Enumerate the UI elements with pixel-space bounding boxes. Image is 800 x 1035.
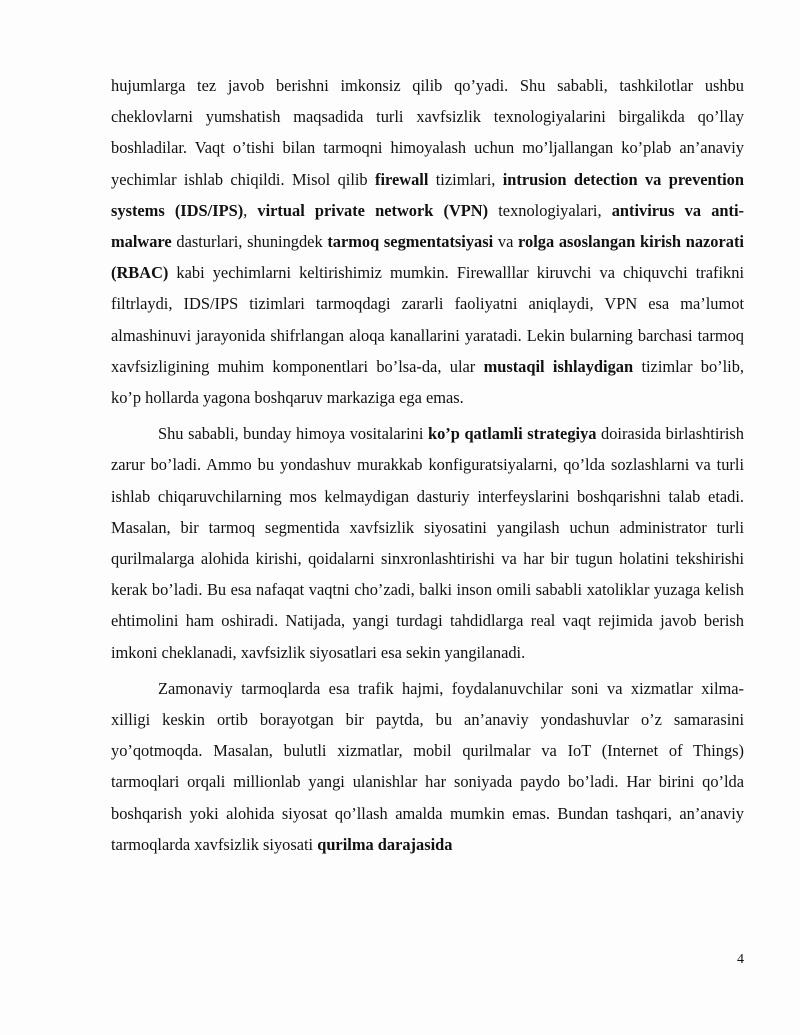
paragraph-1 [111, 70, 744, 413]
text-run: Zamonaviy tarmoqlarda esa trafik hajmi, foydalanuvchilar soni va xizmatlar xilma-xilligi keskin ortib borayotgan bir paytda, bu an’anaviy yondashuvlar o’z samarasini yo’qotmoqda. Masalan, bulutli xizmatlar, mobil qurilmalar va IoT (Internet of Things) tarmoqlari orqali millionlab yangi ulanishlar har soniyada paydo bo’ladi. Har birini qo’lda boshqarish yoki alohida siyosat qo’llash amalda mumkin emas. Bundan tashqari, an’anaviy tarmoqlarda xavfsizlik siyosati [111, 678, 744, 854]
bold-term: virtual private network (VPN) [257, 200, 489, 220]
text-run: tizimlar bo’lib, ko’p hollarda yagona boshqaruv markaziga ega emas. [111, 356, 744, 408]
bold-term: tarmoq segmentatsiyasi [327, 232, 494, 252]
bold-term: firewall [374, 169, 429, 189]
text-run: tizimlari, [428, 169, 503, 189]
text-run: kabi yechimlarni keltirishimiz mumkin. Firewalllar kiruvchi va chiquvchi trafikni filtrlaydi, IDS/IPS tizimlari tarmoqdagi zararli faoliyatni aniqlaydi, VPN esa ma’lumot almashinuvi jarayonida shifrlangan aloqa kanallarini yaratadi. Lekin bularning barchasi tarmoq xavfsizligining muhim komponentlari bo’lsa-da, ular [111, 263, 744, 376]
text-run: hujumlarga tez javob berishni imkonsiz qilib qo’yadi. Shu sababli, tashkilotlar ushbu cheklovlarni yumshatish maqsadida turli xavfsizlik texnologiyalarini birgalikda qo’llay boshladilar. Vaqt o’tishi bilan tarmoqni himoyalash uchun mo’ljallangan ko’plab an’anaviy yechimlar ishlab chiqildi. Misol qilib [111, 76, 744, 189]
page-number: 4 [737, 952, 744, 967]
text-run: va [493, 232, 519, 252]
bold-term: qurilma darajasida [317, 834, 453, 854]
text-run: doirasida birlashtirish zarur bo’ladi. Ammo bu yondashuv murakkab konfiguratsiyalarni, qo’lda sozlashlarni va turli ishlab chiqaruvchilarning mos kelmaydigan dasturiy interfeyslarini boshqarishni talab etadi. Masalan, bir tarmoq segmentida xavfsizlik siyosatini yangilash uchun administrator turli qurilmalarga alohida kirishi, qoidalarni sinxronlashtirishi va har bir tugun holatini tekshirishi kerak bo’ladi. Bu esa nafaqat vaqtni cho’zadi, balki inson omili sababli xatoliklar yuzaga kelish ehtimolini ham oshiradi. Natijada, yangi turdagi tahdidlarga real vaqt rejimida javob berish imkoni cheklanadi, xavfsizlik siyosatlari esa sekin yangilanadi. [111, 424, 744, 662]
document-page [111, 70, 744, 860]
text-run: Shu sababli, bunday himoya vositalarini [158, 424, 428, 444]
paragraph-2 [111, 418, 744, 668]
bold-term: intrusion detection va prevention systems (IDS/IPS) [111, 169, 744, 220]
paragraph-3 [111, 673, 744, 860]
text-run: dasturlari, shuningdek [171, 232, 328, 252]
bold-term: ko’p qatlamli strategiya [428, 424, 597, 444]
text-run: , [243, 200, 258, 220]
bold-term: antivirus va anti-malware [111, 200, 744, 252]
bold-term: mustaqil ishlaydigan [483, 356, 634, 376]
text-run: texnologiyalari, [488, 200, 612, 220]
bold-term: rolga asoslangan kirish nazorati (RBAC) [111, 232, 744, 283]
